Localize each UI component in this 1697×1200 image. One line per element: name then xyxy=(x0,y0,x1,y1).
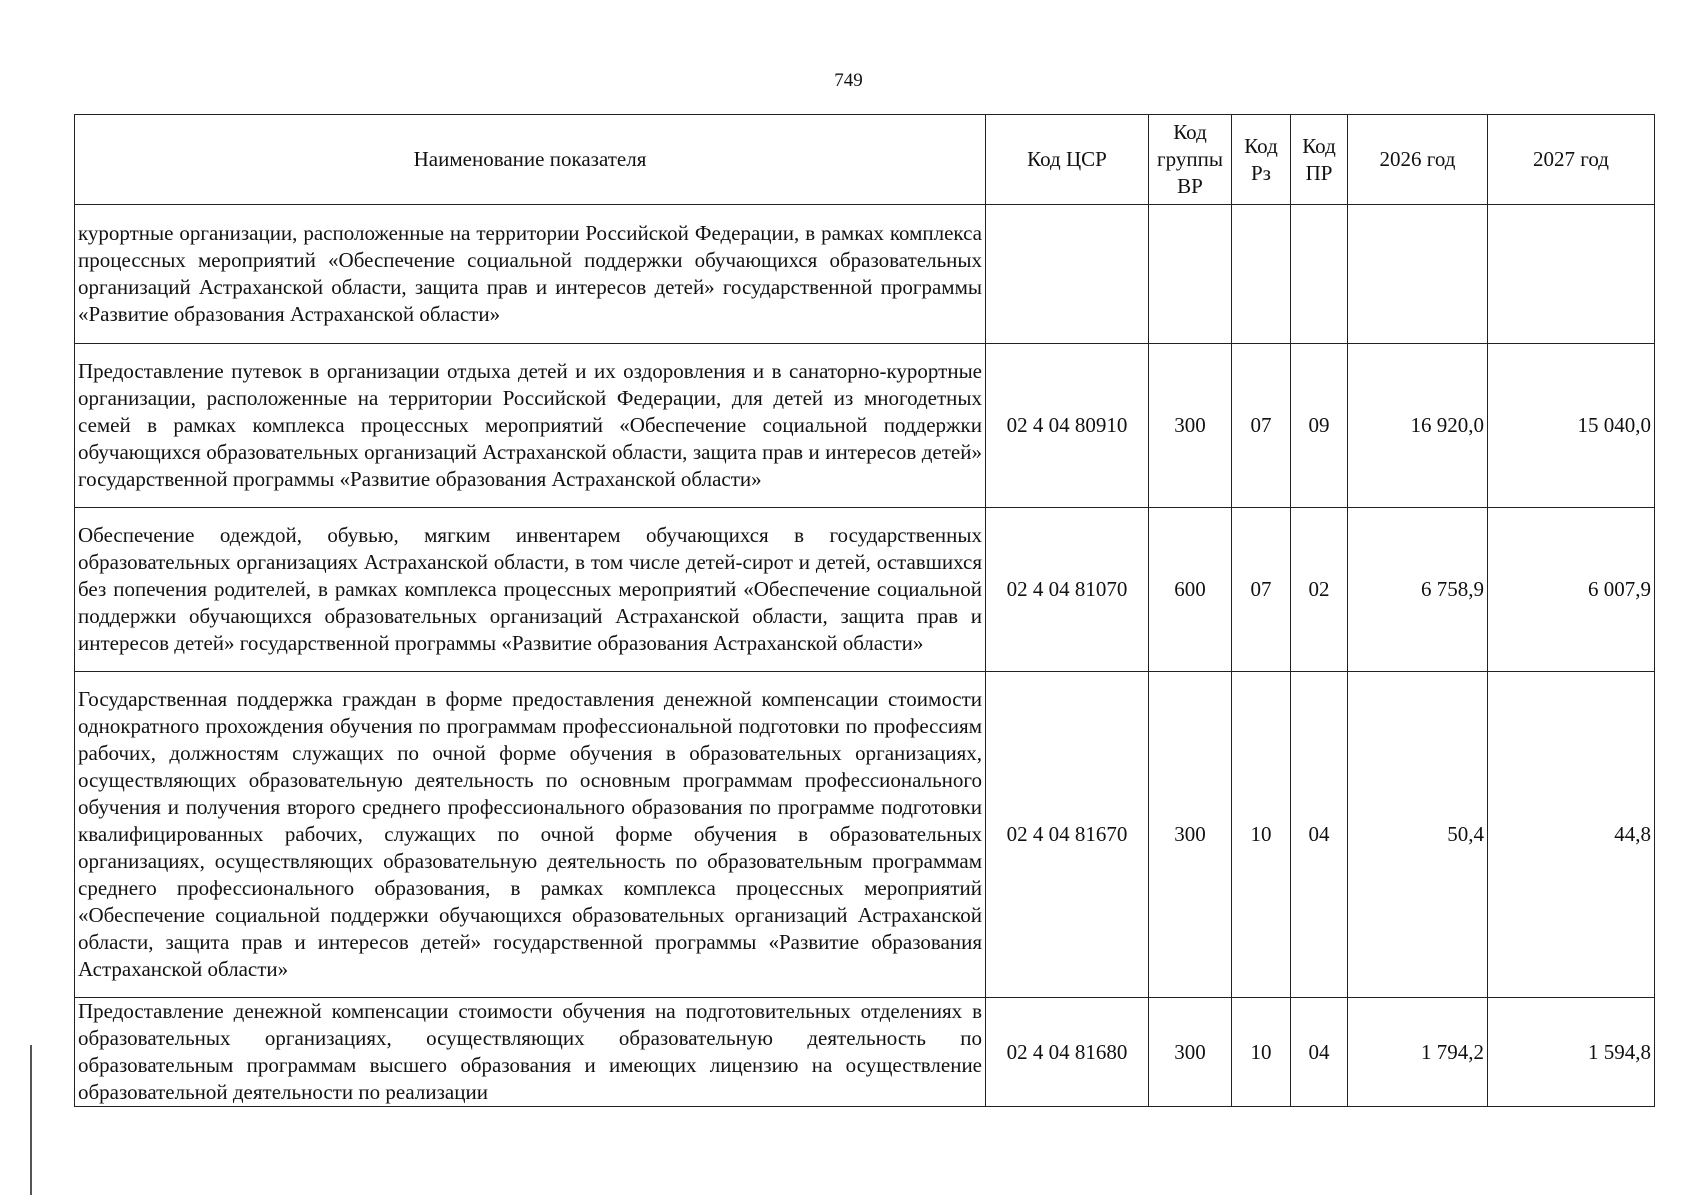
row-vr: 300 xyxy=(1149,998,1232,1107)
row-csr: 02 4 04 80910 xyxy=(986,344,1149,508)
table-header xyxy=(75,115,1655,205)
row-2027: 6 007,9 xyxy=(1488,508,1655,672)
table-row xyxy=(75,672,1655,998)
row-csr: 02 4 04 81670 xyxy=(986,672,1149,998)
row-name xyxy=(75,344,986,508)
row-rz: 10 xyxy=(1232,998,1291,1107)
row-pr xyxy=(1291,205,1348,344)
row-pr: 04 xyxy=(1291,998,1348,1107)
row-2026: 50,4 xyxy=(1348,672,1488,998)
row-name-text: Предоставление денежной компенсации стоимости обучения на подготовительных отделениях в образовательных организациях, осуществляющих образовательную деятельность по образовательным программам высшего образования и имеющих лицензию на осуществление образовательной деятельности по реализации xyxy=(78,999,982,1104)
row-vr: 300 xyxy=(1149,672,1232,998)
scan-margin-line xyxy=(30,1045,32,1195)
row-2027: 1 594,8 xyxy=(1488,998,1655,1107)
row-2026 xyxy=(1348,205,1488,344)
table-body xyxy=(75,205,1655,1107)
row-name-text: курортные организации, расположенные на территории Российской Федерации, в рамках комплекса процессных мероприятий «Обеспечение социальной поддержки обучающихся образовательных организаций Астраханской области, защита прав и интересов детей» государственной программы «Развитие образования Астраханской области» xyxy=(78,221,982,326)
row-name xyxy=(75,508,986,672)
table-row xyxy=(75,998,1655,1107)
row-rz: 07 xyxy=(1232,344,1291,508)
row-2026: 16 920,0 xyxy=(1348,344,1488,508)
row-name-clip xyxy=(78,998,982,1106)
header-row xyxy=(75,115,1655,205)
row-name-text: Предоставление путевок в организации отдыха детей и их оздоровления и в санаторно-курортные организации, расположенные на территории Российской Федерации, для детей из многодетных семей в рамках комплекса процессных мероприятий «Обеспечение социальной поддержки обучающихся образовательных организаций Астраханской области, защита прав и интересов детей» государственной программы «Развитие образования Астраханской области» xyxy=(78,359,982,491)
table-row xyxy=(75,344,1655,508)
row-2027 xyxy=(1488,205,1655,344)
row-csr: 02 4 04 81680 xyxy=(986,998,1149,1107)
page-number: 749 xyxy=(834,70,863,91)
header-csr: Код ЦСР xyxy=(986,115,1149,205)
row-name xyxy=(75,672,986,998)
budget-table xyxy=(74,114,1655,1107)
row-csr xyxy=(986,205,1149,344)
row-csr: 02 4 04 81070 xyxy=(986,508,1149,672)
row-2026: 1 794,2 xyxy=(1348,998,1488,1107)
row-pr: 09 xyxy=(1291,344,1348,508)
row-vr: 600 xyxy=(1149,508,1232,672)
header-2027: 2027 год xyxy=(1488,115,1655,205)
row-2027: 44,8 xyxy=(1488,672,1655,998)
row-pr: 02 xyxy=(1291,508,1348,672)
row-pr: 04 xyxy=(1291,672,1348,998)
row-vr xyxy=(1149,205,1232,344)
header-rz: Код Рз xyxy=(1232,115,1291,205)
table-row xyxy=(75,205,1655,344)
table-row xyxy=(75,508,1655,672)
row-rz xyxy=(1232,205,1291,344)
row-name-text: Обеспечение одеждой, обувью, мягким инвентарем обучающихся в государственных образовательных организациях Астраханской области, в том числе детей-сирот и детей, оставшихся без попечения родителей, в рамках комплекса процессных мероприятий «Обеспечение социальной поддержки обучающихся образовательных организаций Астраханской области, защита прав и интересов детей» государственной программы «Развитие образования Астраханской области» xyxy=(78,523,982,655)
row-name xyxy=(75,205,986,344)
row-rz: 07 xyxy=(1232,508,1291,672)
row-name xyxy=(75,998,986,1107)
row-2026: 6 758,9 xyxy=(1348,508,1488,672)
header-name: Наименование показателя xyxy=(75,115,986,205)
header-vr: Код группы ВР xyxy=(1149,115,1232,205)
header-pr: Код ПР xyxy=(1291,115,1348,205)
row-rz: 10 xyxy=(1232,672,1291,998)
row-2027: 15 040,0 xyxy=(1488,344,1655,508)
header-2026: 2026 год xyxy=(1348,115,1488,205)
row-vr: 300 xyxy=(1149,344,1232,508)
row-name-text: Государственная поддержка граждан в форме предоставления денежной компенсации стоимости однократного прохождения обучения по программам профессиональной подготовки по профессиям рабочих, должностям служащих по очной форме обучения в образовательных организациях, осуществляющих образовательную деятельность по основным программам профессионального обучения и получения второго среднего профессионального образования по программе подготовки квалифицированных рабочих, служащих по очной форме обучения в образовательных организациях, осуществляющих образовательную деятельность по образовательным программам среднего профессионального образования, в рамках комплекса процессных мероприятий «Обеспечение социальной поддержки обучающихся образовательных организаций Астраханской области, защита прав и интересов детей» государственной программы «Развитие образования Астраханской области» xyxy=(78,687,982,981)
